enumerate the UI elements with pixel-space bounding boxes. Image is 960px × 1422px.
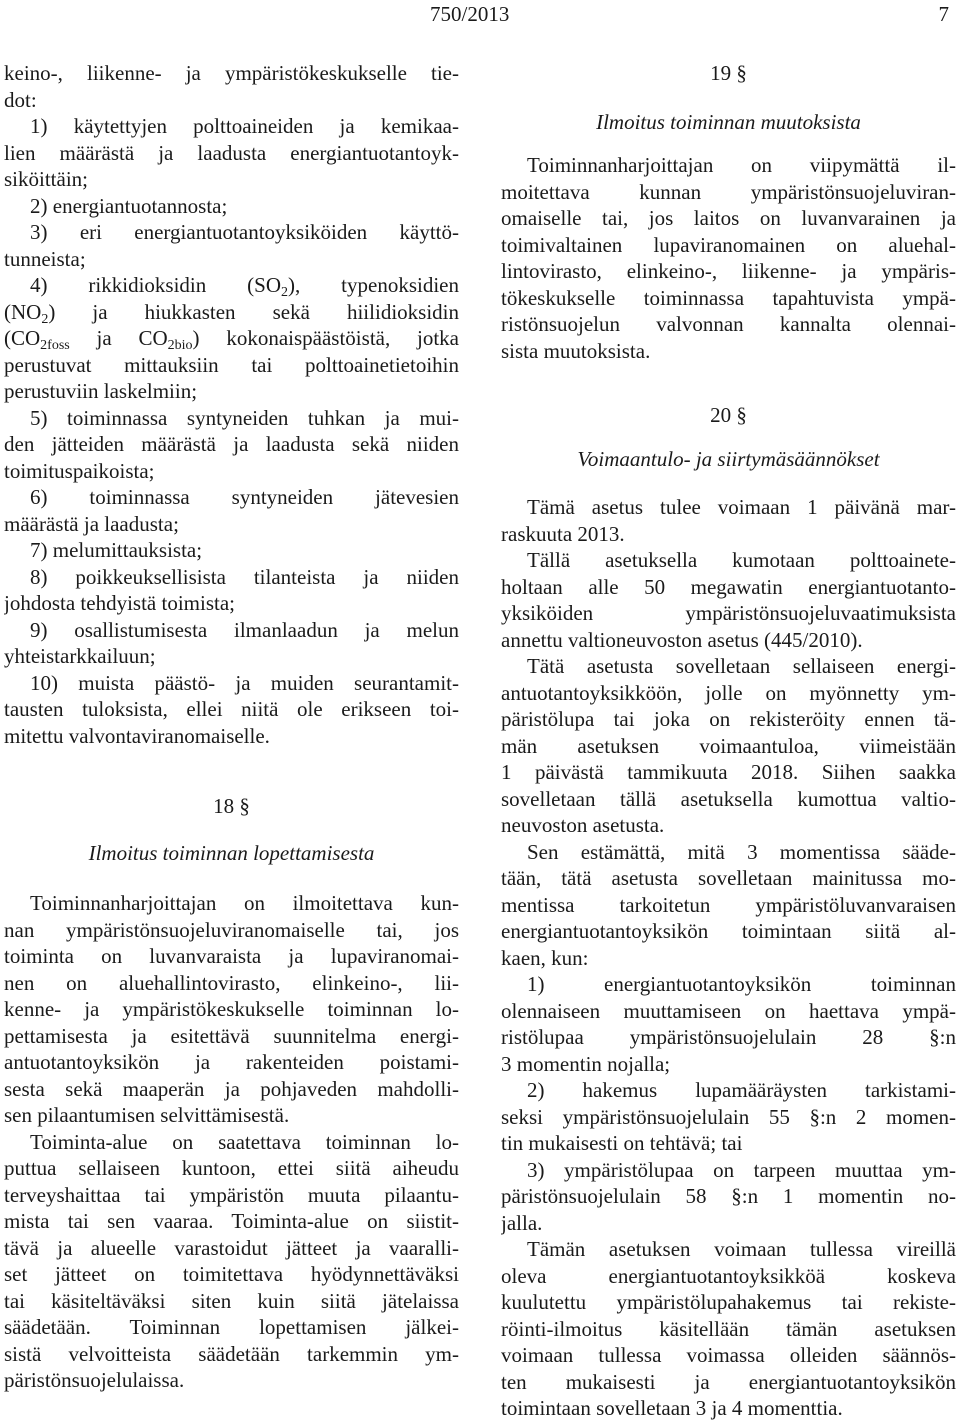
- section-20-number: 20 §: [710, 403, 747, 427]
- text-line: puttua sellaiseen kuntoon, ettei siitä aiheudu: [4, 1156, 459, 1180]
- text-line: tävä ja alueelle varastoidut jätteet ja vaaralli-: [4, 1235, 459, 1260]
- text-line: kuulutettu ympäristölupahakemus tai rekiste-: [501, 1290, 956, 1314]
- section-18-number: 18 §: [213, 794, 250, 818]
- text-line: yksiköiden ympäristönsuojeluvaatimuksista: [501, 601, 956, 625]
- text-line: tin mukaisesti on tehtävä; tai: [501, 1131, 743, 1155]
- text-line: mitettu valvontaviranomaiselle.: [4, 723, 270, 748]
- text-line: 5) toiminnassa syntyneiden tuhkan ja mui-: [30, 405, 459, 430]
- document-number: 750/2013: [430, 2, 510, 26]
- text-line: Toiminnanharjoittajan on ilmoitettava kun-: [30, 891, 459, 915]
- text-line: 3 momentin nojalla;: [501, 1051, 671, 1076]
- text-line: toimituspaikoista;: [4, 458, 155, 483]
- text-line: 7) melumittauksista;: [30, 538, 203, 562]
- text-line: sesta sekä maaperän ja pohjaveden mahdolli-: [4, 1076, 459, 1101]
- text-line: oleva energiantuotantoyksikköä koskeva: [501, 1263, 956, 1288]
- text-line: johdosta tehdyistä toimista;: [4, 591, 235, 615]
- text-line: antuotantoyksikön ja rakenteiden poistami-: [4, 1050, 459, 1074]
- text-line: moitettava kunnan ympäristönsuojeluviran-: [501, 179, 956, 204]
- text-line: siköittäin;: [4, 167, 88, 191]
- text-line: Tämä asetus tulee voimaan 1 päivänä mar-: [527, 495, 956, 519]
- text-line: röinti-ilmoitus käsitellään tämän asetuksen: [501, 1316, 956, 1341]
- text-line: määrästä ja laadusta;: [4, 511, 179, 536]
- text-line: toiminta on luvanvaraista ja lupaviranomai-: [4, 944, 459, 968]
- section-20-body: [501, 494, 956, 1422]
- text-line: 3) eri energiantuotantoyksiköiden käyttö-: [30, 220, 459, 244]
- text-line: omaiselle tai, jos laitos on luvanvarainen ja: [501, 206, 956, 230]
- text-line: Tämän asetuksen voimaan tullessa vireillä: [527, 1237, 956, 1261]
- text-line: Tätä asetusta sovelletaan sellaiseen energi-: [527, 654, 956, 678]
- text-line: lien määrästä ja laadusta energiantuotantoyk-: [4, 140, 459, 165]
- text-line: energiantuotantoyksikön toimintaan siitä al-: [501, 919, 956, 943]
- text-line: den jätteiden määrästä ja laadusta sekä niiden: [4, 432, 459, 456]
- section-19-body: [501, 152, 956, 364]
- text-line: pettamisesta ja esitettävä suunnitelma energi-: [4, 1023, 459, 1048]
- text-line: 3) ympäristölupaa on tarpeen muuttaa ym-: [527, 1157, 956, 1182]
- text-line: dot:: [4, 87, 37, 112]
- text-line: 10) muista päästö- ja muiden seurantamit-: [30, 670, 459, 695]
- text-line: sovelletaan tällä asetuksella kumottua valtio-: [501, 786, 956, 811]
- text-line: 8) poikkeuksellisista tilanteista ja niiden: [30, 564, 459, 589]
- text-line: kaen, kun:: [501, 945, 589, 970]
- text-line: sistä velvoitteista säädetään tarkemmin ym-: [4, 1341, 459, 1366]
- text-line: 6) toiminnassa syntyneiden jätevesien: [30, 485, 459, 509]
- text-line: säädetään. Toiminnan lopettamisen jälkei-: [4, 1315, 459, 1339]
- section-gap: [4, 866, 459, 890]
- text-line: Tällä asetuksella kumotaan polttoainete-: [527, 548, 956, 572]
- text-line: päristönsuojelulaissa.: [4, 1368, 185, 1392]
- text-line: sen pilaantumisen selvittämisestä.: [4, 1103, 290, 1127]
- text-line: yhteistarkkailuun;: [4, 644, 156, 668]
- text-line: holtaan alle 50 megawatin energiantuotanto-: [501, 574, 956, 599]
- text-line: ristönsuojelun valvonnan kannalta olennai-: [501, 312, 956, 336]
- text-line: 2) energiantuotannosta;: [30, 193, 228, 218]
- text-line: mista tai sen vaaraa. Toiminta-alue on siistit-: [4, 1209, 459, 1233]
- section-20-title: Voimaantulo- ja siirtymäsäännökset: [577, 446, 880, 471]
- section-gap: [501, 472, 956, 494]
- text-line: män asetuksen voimaantuloa, viimeistään: [501, 733, 956, 758]
- list-intro-block: [4, 60, 459, 272]
- text-line: Sen estämättä, mitä 3 momentissa sääde-: [527, 839, 956, 864]
- text-line: olennaiseen muuttamiseen on haettava ympä-: [501, 998, 956, 1023]
- text-line: kenne- ja ympäristökeskukselle toiminnan lo-: [4, 997, 459, 1021]
- text-line: voimaan tullessa voimassa olleiden säännös-: [501, 1343, 956, 1367]
- left-column: [4, 60, 459, 1394]
- text-line: toimintaan sovelletaan 3 ja 4 momenttia.: [501, 1396, 843, 1420]
- text-line: raskuuta 2013.: [501, 521, 625, 546]
- text-line: toimivaltainen lupaviranomainen on aluehal-: [501, 232, 956, 257]
- text-line: 2) hakemus lupamääräysten tarkistami-: [527, 1078, 956, 1102]
- text-line: terveyshaittaa tai ympäristön muuta pilaantu-: [4, 1182, 459, 1207]
- text-line: nen on aluehallintovirasto, elinkeino-, lii-: [4, 970, 459, 995]
- text-line-no2: $(NO_2)$ ja hiukkasten sekä hiilidioksidin: [4, 299, 459, 325]
- page-number: 7: [938, 2, 949, 26]
- text-line: annettu valtioneuvoston asetus (445/2010).: [501, 627, 863, 652]
- text-line-so2: 4) rikkidioksidin $(SO_2)$, typenoksidien: [30, 273, 459, 299]
- text-line-co2: ($CO_{2foss}$ ja $CO_{2bio}$) kokonaispäästöistä, jotka: [4, 326, 459, 352]
- text-line: 1) käytettyjen polttoaineiden ja kemikaa-: [30, 114, 459, 138]
- section-gap: [501, 429, 956, 446]
- text-line: ten mukaisesti ja energiantuotantoyksikön: [501, 1369, 956, 1394]
- text-line: tään, tätä asetusta sovelletaan mainitussa mo-: [501, 866, 956, 890]
- text-line: tökeskukselle toiminnassa tapahtuvista ympä-: [501, 285, 956, 310]
- text-line: tai käsiteltäväksi siten kuin siitä jätelaissa: [4, 1288, 459, 1313]
- section-19-number: 19 §: [710, 61, 747, 85]
- text-line: mentissa tarkoitetun ympäristöluvanvaraisen: [501, 892, 956, 917]
- section-gap: [501, 364, 956, 402]
- section-19-title: Ilmoitus toiminnan muutoksista: [596, 109, 861, 134]
- text-line: perustuviin laskelmiin;: [4, 379, 198, 403]
- text-line: päristönsuojelulain 58 §:n 1 momentin no-: [501, 1184, 956, 1208]
- text-line: ristölupaa ympäristönsuojelulain 28 §:n: [501, 1025, 956, 1049]
- text-line: seksi ympäristönsuojelulain 55 §:n 2 momen-: [501, 1104, 956, 1129]
- right-column: [501, 60, 956, 1422]
- text-line: tausten tuloksista, ellei niitä ole erikseen toi-: [4, 697, 459, 721]
- text-line: Toiminta-alue on saatettava toiminnan lo-: [30, 1129, 459, 1154]
- text-line: perustuvat mittauksiin tai polttoainetietoihin: [4, 352, 459, 377]
- text-line: set jätteet on toimitettava hyödynnettäväksi: [4, 1262, 459, 1286]
- section-gap: [4, 820, 459, 840]
- section-18-title: Ilmoitus toiminnan lopettamisesta: [88, 840, 375, 865]
- text-line: keino-, liikenne- ja ympäristökeskukselle tie-: [4, 61, 459, 85]
- text-line: päristölupa tai joka on rekisteröity ennen tä-: [501, 707, 956, 731]
- text-line: nan ympäristönsuojeluviranomaiselle tai, jos: [4, 917, 459, 942]
- section-gap: [501, 87, 956, 109]
- text-line: antuotantoyksikköön, jolle on myönnetty ym-: [501, 680, 956, 705]
- text-line: neuvoston asetusta.: [501, 813, 665, 837]
- text-line: jalla.: [501, 1210, 543, 1235]
- list-continuation-block: [4, 352, 459, 750]
- text-line: 1) energiantuotantoyksikön toiminnan: [527, 972, 956, 996]
- section-18-body: [4, 890, 459, 1394]
- page-header: [0, 2, 960, 26]
- text-line: Toiminnanharjoittajan on viipymättä il-: [527, 153, 956, 177]
- text-line: lintovirasto, elinkeino-, liikenne- ja ympäris-: [501, 259, 956, 283]
- text-line: 9) osallistumisesta ilmanlaadun ja melun: [30, 617, 459, 642]
- text-line: sista muutoksista.: [501, 338, 651, 363]
- text-line: 1 päivästä tammikuuta 2018. Siihen saakka: [501, 760, 956, 784]
- section-gap: [4, 749, 459, 793]
- section-gap: [501, 135, 956, 152]
- text-line: tunneista;: [4, 246, 86, 271]
